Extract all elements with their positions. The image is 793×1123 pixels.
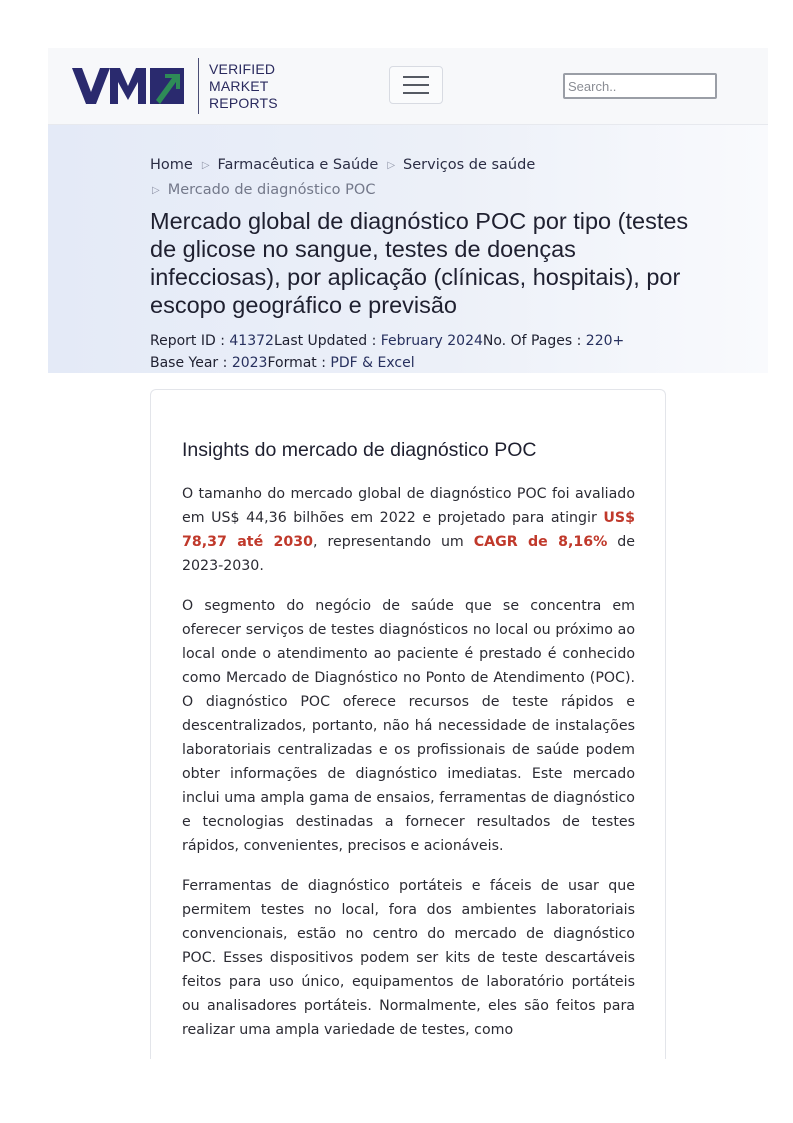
vmr-logo-icon [72, 66, 184, 106]
market-value-highlight: US$ 78,37 até 2030 [182, 510, 635, 550]
report-id-label: Report ID : [150, 333, 230, 349]
insights-paragraph: O segmento do negócio de saúde que se concentra em oferecer serviços de testes diagnósticos no local ou próximo ao local onde o atendimento ao paciente é prestado é conhecido como Mercado de Diagnóstico no Ponto de Atendimento (POC). O diagnóstico POC oferece recursos de teste rápidos e descentralizados, portanto, não há necessidade de instalações laboratoriais centralizadas e os profissionais de saúde podem obter informações de diagnóstico imediatas. Este mercado inclui uma ampla gama de ensaios, ferramentas de diagnóstico e tecnologias destinadas a fornecer resultados de testes rápidos, convenientes, precisos e acionáveis. [182, 598, 635, 854]
breadcrumb [150, 153, 670, 203]
breadcrumb-home[interactable]: Home [150, 157, 193, 173]
insights-card [150, 389, 666, 1059]
breadcrumb-current: Mercado de diagnóstico POC [167, 182, 376, 198]
hamburger-icon[interactable] [389, 66, 443, 104]
format-value: PDF & Excel [330, 355, 415, 371]
meta-row [150, 330, 690, 352]
logo-text [209, 61, 278, 112]
base-year-label: Base Year : [150, 355, 232, 371]
report-hero [48, 125, 768, 373]
cagr-highlight: CAGR de 8,16% [473, 534, 608, 550]
format-label: Format : [267, 355, 331, 371]
logo-line: MARKET [209, 77, 269, 94]
updated-label: Last Updated : [273, 333, 381, 349]
report-meta [150, 330, 690, 374]
logo-line: REPORTS [209, 94, 278, 111]
paragraph-text: , representando um [313, 534, 474, 550]
hamburger-bar [403, 92, 429, 94]
insights-heading: Insights do mercado de diagnóstico POC [182, 439, 537, 461]
paragraph-text: O tamanho do mercado global de diagnóstico POC foi avaliado em US$ 44,36 bilhões em 2022 e projetado para atingir [182, 486, 635, 526]
updated-value: February 2024 [380, 333, 483, 349]
chevron-right-icon: ▷ [387, 160, 396, 171]
report-id: 41372 [229, 333, 274, 349]
chevron-right-icon: ▷ [152, 185, 160, 196]
page-title: Mercado global de diagnóstico POC por tipo (testes de glicose no sangue, testes de doenças infecciosas), por aplicação (clínicas, hospitais), por escopo geográfico e previsão [150, 208, 689, 318]
insights-paragraph [182, 482, 635, 578]
chevron-right-icon: ▷ [201, 160, 210, 171]
insights-content [182, 437, 635, 1058]
hamburger-bar [403, 76, 429, 78]
base-year-value: 2023 [231, 355, 268, 371]
logo[interactable] [72, 56, 278, 116]
paragraph-text: de 2023-2030. [182, 534, 635, 574]
pages-label: No. Of Pages : [482, 333, 586, 349]
meta-row [150, 352, 690, 374]
page [48, 48, 768, 1038]
logo-line: VERIFIED [209, 60, 276, 77]
pages-value: 220+ [585, 333, 625, 349]
site-header [48, 48, 768, 125]
breadcrumb-row [150, 178, 670, 203]
breadcrumb-pharma[interactable]: Farmacêutica e Saúde [217, 157, 379, 173]
logo-divider [198, 58, 199, 114]
search-input[interactable] [563, 73, 717, 99]
insights-paragraph: Ferramentas de diagnóstico portáteis e fáceis de usar que permitem testes no local, fora dos ambientes laboratoriais convencionais, estão no centro do mercado de diagnóstico POC. Esses dispositivos podem ser kits de teste descartáveis feitos para uso único, equipamentos de laboratório portáteis ou analisadores portáteis. Normalmente, eles são feitos para realizar uma ampla variedade de testes, como [182, 878, 635, 1038]
breadcrumb-health-services[interactable]: Serviços de saúde [403, 157, 536, 173]
hamburger-bar [403, 84, 429, 86]
